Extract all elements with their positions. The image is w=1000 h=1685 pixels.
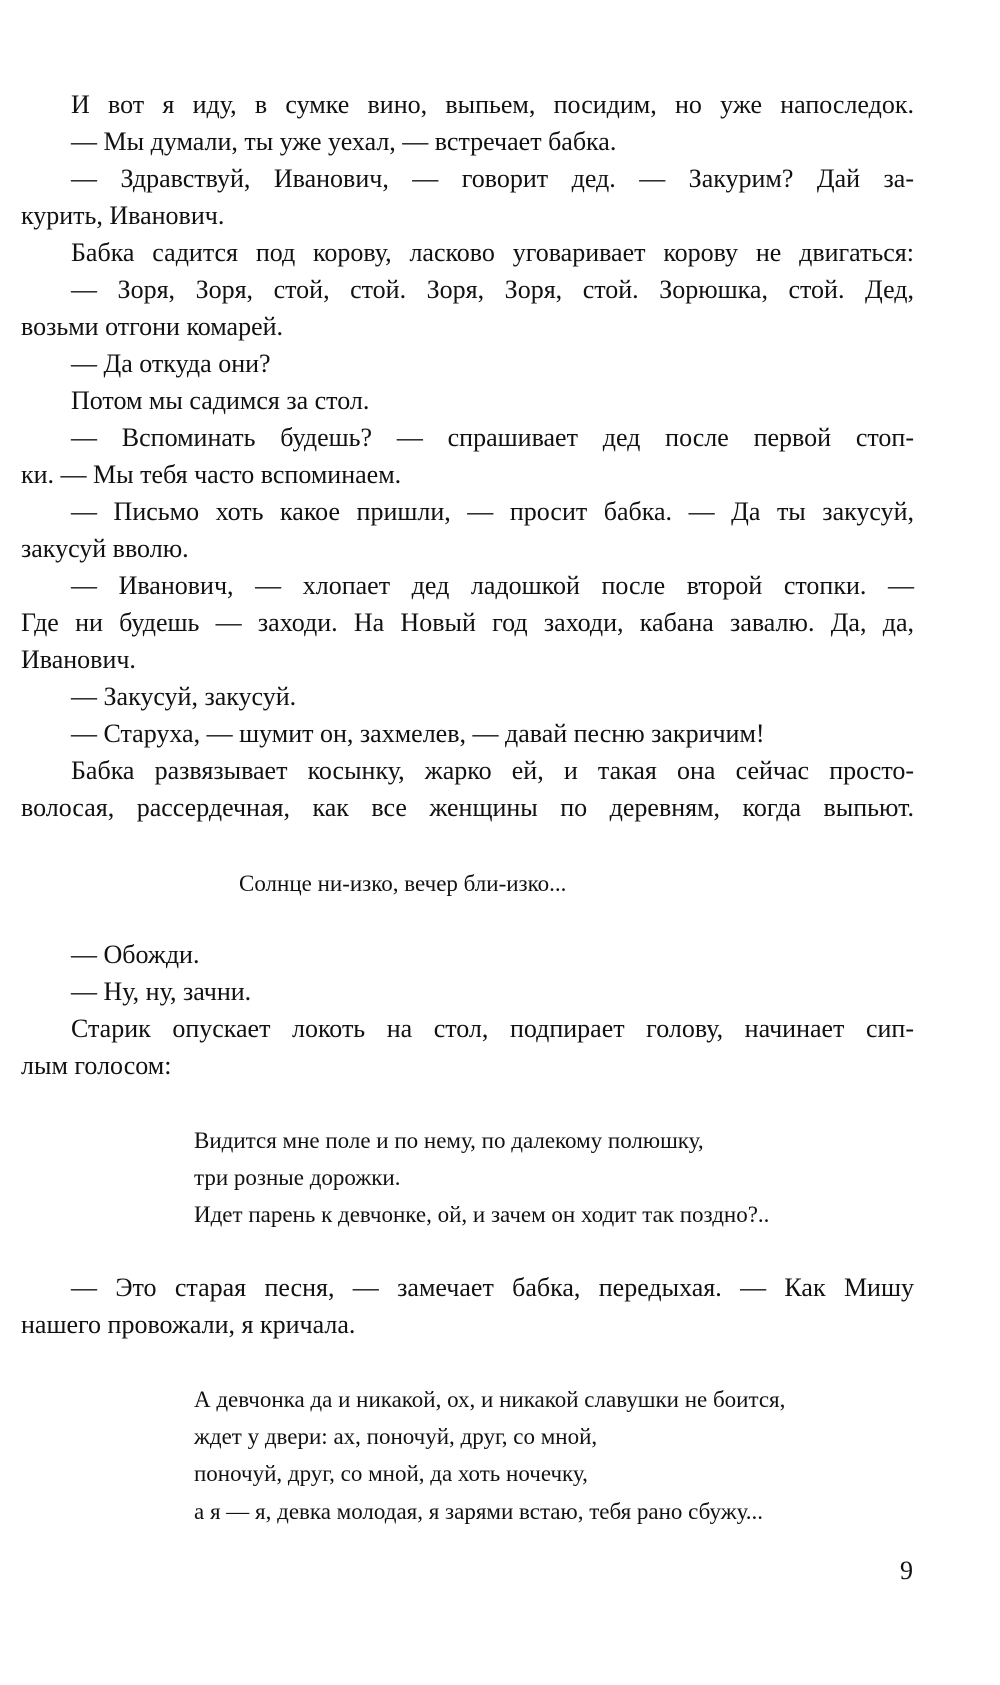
verse-line: три розные дорожки. [194,1165,401,1190]
text-line: Иванович. [21,645,136,674]
text-line: Старик опускает локоть на стол, подпирает голову, начинает сип- [71,1014,914,1043]
text-line: Где ни будешь — заходи. На Новый год заходи, кабана завалю. Да, да, [21,608,914,637]
text-line: — Иванович, — хлопает дед ладошкой после второй стопки. — [71,571,914,600]
text-line: И вот я иду, в сумке вино, выпьем, посидим, но уже напоследок. [71,90,914,119]
text-line: курить, Иванович. [21,201,225,230]
text-line: — Старуха, — шумит он, захмелев, — давай песню закричим! [71,719,765,748]
text-line: — Ну, ну, зачни. [71,977,252,1006]
text-line: — Здравствуй, Иванович, — говорит дед. — Закурим? Дай за- [71,164,914,193]
verse-line: А девчонка да и никакой, ох, и никакой славушки не боится, [194,1387,786,1412]
text-line: — Письмо хоть какое пришли, — просит бабка. — Да ты закусуй, [71,497,914,526]
verse-line: поночуй, друг, со мной, да хоть ночечку, [194,1461,588,1486]
text-line: волосая, рассердечная, как все женщины по деревням, когда выпьют. [21,793,914,822]
verse-line: Идет парень к девчонке, ой, и зачем он ходит так поздно?.. [194,1202,770,1227]
text-line: — Вспоминать будешь? — спрашивает дед после первой стоп- [71,423,914,452]
text-line: — Это старая песня, — замечает бабка, передыхая. — Как Мишу [71,1273,914,1302]
verse-line: ждет у двери: ах, поночуй, друг, со мной, [194,1424,598,1449]
text-line: ки. — Мы тебя часто вспоминаем. [21,460,402,489]
song-line: Солнце ни-изко, вечер бли-изко... [239,871,567,896]
text-line: возьми отгони комарей. [21,312,284,341]
text-line: — Да откуда они? [71,349,271,378]
text-line: нашего провожали, я кричала. [21,1310,356,1339]
text-line: Потом мы садимся за стол. [71,386,370,415]
page-number: 9 [900,1556,913,1585]
verse-line: Видится мне поле и по нему, по далекому полюшку, [194,1128,704,1153]
text-line: — Обожди. [71,940,200,969]
text-line: — Закусуй, закусуй. [71,682,297,711]
text-line: лым голосом: [21,1051,172,1080]
text-line: Бабка садится под корову, ласково уговаривает корову не двигаться: [71,238,914,267]
text-line: закусуй вволю. [21,534,189,563]
verse-line: а я — я, девка молодая, я зарями встаю, тебя рано сбужу... [194,1499,764,1524]
text-line: — Мы думали, ты уже уехал, — встречает бабка. [71,127,617,156]
text-line: Бабка развязывает косынку, жарко ей, и такая она сейчас просто- [71,756,914,785]
text-line: — Зоря, Зоря, стой, стой. Зоря, Зоря, стой. Зорюшка, стой. Дед, [71,275,914,304]
